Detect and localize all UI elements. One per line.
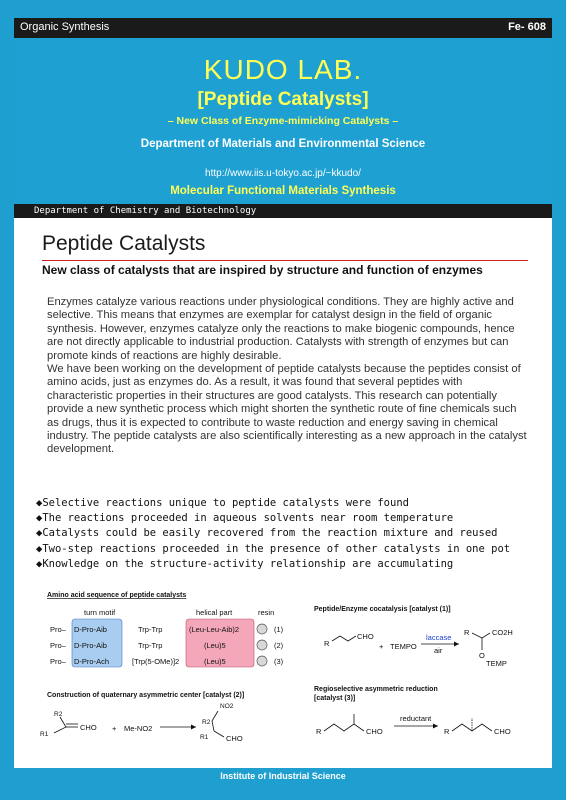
category-label: Organic Synthesis	[20, 21, 110, 33]
catalyst-number: (2)	[274, 641, 284, 650]
svg-text:CHO: CHO	[366, 727, 383, 736]
regioselective-title: Regioselective asymmetric reduction	[314, 686, 438, 693]
resin-bead-icon	[257, 640, 267, 650]
svg-text:CHO: CHO	[80, 723, 97, 732]
helix-sequence: (Leu-Leu-Aib)2	[189, 625, 240, 634]
laccase-label: laccase	[426, 633, 452, 642]
bullet-item: ◆The reactions proceeded in aqueous solvents near room temperature	[36, 512, 454, 525]
linker-sequence: Trp-Trp	[138, 625, 163, 634]
svg-text:R1: R1	[40, 731, 49, 738]
lab-url-link[interactable]: http://www.iis.u-tokyo.ac.jp/~kkudo/	[205, 168, 361, 179]
department-label: Department of Materials and Environmental Science	[140, 138, 426, 150]
bullet-item: ◆Selective reactions unique to peptide catalysts were found	[36, 497, 409, 509]
turn-motif-label: turn motif	[84, 608, 116, 617]
quaternary-title: Construction of quaternary asymmetric center [catalyst (2)]	[47, 692, 245, 699]
bullet-item: ◆Catalysts could be easily recovered from the reaction mixture and reused	[36, 527, 498, 540]
description-text	[47, 296, 530, 457]
resin-bead-icon	[257, 624, 267, 634]
svg-text:CHO: CHO	[357, 632, 374, 641]
arrowhead-icon	[433, 724, 438, 729]
air-label: air	[434, 646, 443, 655]
bullet-list	[36, 496, 542, 572]
resin-bead-icon	[257, 656, 267, 666]
top-bar	[14, 18, 552, 38]
svg-text:R2: R2	[202, 719, 211, 726]
catalyst-number: (1)	[274, 625, 284, 634]
title-divider	[42, 260, 528, 261]
reductant-label: reductant	[400, 714, 432, 723]
plus-sign: +	[112, 724, 117, 733]
poster-id: Fe- 608	[508, 21, 546, 33]
pro-label: Pro–	[50, 625, 66, 634]
dienal-structure	[316, 714, 383, 736]
plus-sign: +	[379, 642, 384, 651]
svg-text:O: O	[479, 651, 485, 660]
turn-sequence: D-Pro-Aib	[74, 625, 107, 634]
bullet-item: ◆Knowledge on the structure-activity relationship are accumulating	[36, 557, 454, 570]
svg-text:TEMP: TEMP	[486, 659, 507, 668]
svg-text:R: R	[316, 727, 322, 736]
enal-structure	[40, 711, 97, 738]
reaction-diagrams	[14, 586, 552, 766]
catalyst-number: (3)	[274, 657, 284, 666]
pro-label: Pro–	[50, 641, 66, 650]
department2-bar: Department of Chemistry and Biotechnology	[14, 204, 552, 218]
nitro-adduct-structure	[200, 703, 243, 743]
svg-text:CHO: CHO	[226, 734, 243, 743]
poster-subtitle: – New Class of Enzyme-mimicking Catalysts –	[167, 115, 399, 127]
section-title: Peptide Catalysts	[42, 232, 206, 255]
svg-text:R2: R2	[54, 711, 63, 718]
pro-label: Pro–	[50, 657, 66, 666]
svg-text:NO2: NO2	[220, 703, 234, 710]
svg-text:CHO: CHO	[494, 727, 511, 736]
arrowhead-icon	[191, 725, 196, 730]
nitromethane-label: Me-NO2	[124, 724, 153, 733]
svg-text:R: R	[324, 639, 330, 648]
regioselective-catalyst: [catalyst (3)]	[314, 695, 356, 702]
aldehyde-structure	[324, 632, 374, 648]
turn-sequence: D-Pro-Ach	[74, 657, 110, 666]
svg-text:R: R	[464, 628, 470, 637]
turn-sequence: D-Pro-Aib	[74, 641, 107, 650]
linker-sequence: [Trp(5-OMe)]2	[132, 657, 180, 666]
lab-name: KUDO LAB.	[203, 54, 363, 85]
svg-text:CO2H: CO2H	[492, 628, 513, 637]
sequence-scheme-title: Amino acid sequence of peptide catalysts	[47, 592, 187, 599]
group-label: Molecular Functional Materials Synthesis	[170, 185, 396, 197]
paragraph-2: We have been working on the development of peptide catalysts because the peptides consist of amino acids, just as enzymes do. As a result, it was found that several peptides with characteristic properties in their structures are good catalysts. This research can potentially provide a new synthetic process which might shorten the synthetic route of fine chemicals such as drugs, thus it is expected to contribute to waste reduction and energy saving in chemical industry. The peptide catalysts are also scientifically interesting as a new approach in the catalyst development.	[47, 363, 527, 456]
arrowhead-icon	[454, 642, 459, 647]
paragraph-1: Enzymes catalyze various reactions under physiological conditions. They are highly active and selective. This means that enzymes are exemplar for catalyst design in the field of organic synthesis. However, enzymes catalyze only the reactions to make biogenic compounds, hence are not directly applicable to industrial production. Catalysts with strength of enzymes but can promote kinds of reactions are highly desirable.	[47, 296, 515, 362]
footer-institute: Institute of Industrial Science	[220, 771, 346, 781]
tempo-label: TEMPO	[390, 642, 417, 651]
helix-sequence: (Leu)5	[204, 641, 226, 650]
cocatalysis-title: Peptide/Enzyme cocatalysis [catalyst (1)]	[314, 606, 451, 613]
bullet-item: ◆Two-step reactions proceeded in the presence of other catalysts in one pot	[36, 542, 511, 555]
reduced-product-structure	[444, 718, 511, 736]
svg-text:R: R	[444, 727, 450, 736]
product-structure	[464, 628, 513, 668]
svg-text:R1: R1	[200, 734, 209, 741]
header	[14, 38, 552, 218]
helical-part-label: helical part	[196, 608, 233, 617]
content-panel	[14, 218, 552, 768]
poster-title: [Peptide Catalysts]	[197, 89, 369, 110]
resin-label: resin	[258, 608, 275, 617]
linker-sequence: Trp-Trp	[138, 641, 163, 650]
helix-sequence: (Leu)5	[204, 657, 226, 666]
section-subtitle: New class of catalysts that are inspired by structure and function of enzymes	[42, 263, 483, 277]
